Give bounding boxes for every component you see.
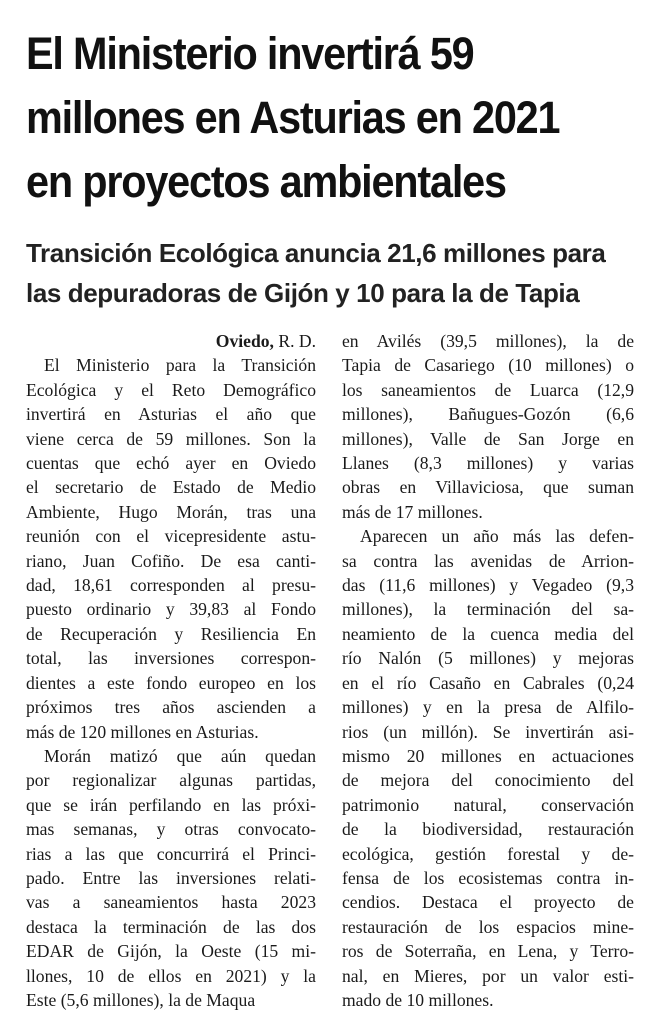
body-text-line: el secretario de Estado de Medio	[26, 477, 316, 498]
body-text-line: Este (5,6 millones), la de Maqua	[26, 989, 256, 1010]
byline-place: Oviedo,	[215, 331, 274, 351]
body-text-line: mismo 20 millones en actuaciones	[342, 745, 634, 766]
body-text-line: rios (un millón). Se invertirán asi-	[342, 721, 634, 742]
body-text-line: reunión con el vicepresidente astu-	[26, 526, 316, 547]
byline-author: R. D.	[273, 331, 316, 351]
right-column-text	[342, 329, 634, 1012]
body-text-line: neamiento de la cuenca media del	[342, 623, 634, 644]
body-text-line: de la biodiversidad, restauración	[342, 819, 634, 840]
body-text-line: das (11,6 millones) y Vegadeo (9,3	[342, 575, 634, 596]
body-text-line: los saneamientos de Luarca (12,9	[342, 379, 634, 400]
body-text-line: cendios. Destaca el proyecto de	[342, 892, 634, 913]
body-text-line: El Ministerio para la Transición	[44, 355, 316, 376]
body-text-line: puesto ordinario y 39,83 al Fondo	[26, 599, 316, 620]
body-text-line: más de 120 millones en Asturias.	[26, 721, 259, 742]
subheadline-line: las depuradoras de Gijón y 10 para la de Tapia	[26, 278, 580, 308]
byline	[26, 329, 316, 353]
body-text-line: Llanes (8,3 millones) y varias	[342, 453, 634, 474]
body-text-line: en el río Casaño en Cabrales (0,24	[342, 672, 634, 693]
body-text-line: en Avilés (39,5 millones), la de	[342, 331, 634, 351]
headline-line: millones en Asturias en 2021	[26, 92, 560, 143]
body-text-line: ecológica, gestión forestal y de-	[342, 843, 634, 864]
left-column-text	[26, 353, 316, 1012]
article-column-left	[26, 329, 316, 1012]
body-text-line: cuentas que echó ayer en Oviedo	[26, 453, 316, 474]
body-text-line: Tapia de Casariego (10 millones) o	[342, 355, 634, 376]
body-text-line: restauración de los espacios mine-	[342, 916, 634, 937]
body-text-line: Aparecen un año más las defen-	[360, 526, 634, 547]
body-text-line: viene cerca de 59 millones. Son la	[26, 428, 316, 449]
body-text-line: pado. Entre las inversiones relati-	[26, 867, 316, 888]
body-text-line: millones), Valle de San Jorge en	[342, 428, 634, 449]
body-text-line: dad, 18,61 corresponden al presu-	[26, 575, 316, 596]
body-text-line: de mejora del conocimiento del	[342, 770, 634, 791]
body-text-line: total, las inversiones correspon-	[26, 648, 316, 669]
body-text-line: patrimonio natural, conservación	[342, 794, 634, 815]
body-text-line: millones), Bañugues-Gozón (6,6	[342, 404, 634, 425]
headline	[26, 22, 587, 214]
body-text-line: millones), la terminación del sa-	[342, 599, 634, 620]
body-text-line: destaca la terminación de las dos	[26, 916, 316, 937]
subheadline-line: Transición Ecológica anuncia 21,6 millones para	[26, 238, 606, 268]
body-text-line: ros de Soterraña, en Lena, y Terro-	[342, 941, 634, 962]
body-text-line: río Nalón (5 millones) y mejoras	[342, 648, 634, 669]
body-text-line: fensa de los ecosistemas contra in-	[342, 867, 634, 888]
body-text-line: invertirá en Asturias el año que	[26, 404, 316, 425]
body-text-line: más de 17 millones.	[342, 501, 483, 522]
body-text-line: dientes a este fondo europeo en los	[26, 672, 316, 693]
headline-line: en proyectos ambientales	[26, 156, 506, 207]
subheadline	[26, 233, 636, 313]
body-text-line: EDAR de Gijón, la Oeste (15 mi-	[26, 941, 316, 962]
body-text-line: por regionalizar algunas partidas,	[26, 770, 316, 791]
body-text-line: vas a saneamientos hasta 2023	[26, 892, 316, 913]
headline-line: El Ministerio invertirá 59	[26, 28, 474, 79]
body-text-line: riano, Juan Cofiño. De esa canti-	[26, 550, 316, 571]
body-text-line: rias a las que concurrirá el Princi-	[26, 843, 316, 864]
body-text-line: llones, 10 de ellos en 2021) y la	[26, 965, 316, 986]
body-text-line: de Recuperación y Resiliencia En	[26, 623, 316, 644]
body-text-line: mas semanas, y otras convocato-	[26, 819, 316, 840]
body-text-line: Ecológica y el Reto Demográfico	[26, 379, 316, 400]
body-text-line: sa contra las avenidas de Arrion-	[342, 550, 634, 571]
article-column-right	[342, 329, 634, 1012]
body-text-line: Morán matizó que aún quedan	[44, 745, 316, 766]
body-text-line: obras en Villaviciosa, que suman	[342, 477, 634, 498]
body-text-line: mado de 10 millones.	[342, 989, 494, 1010]
body-text-line: próximos tres años ascienden a	[26, 697, 316, 718]
body-text-line: Ambiente, Hugo Morán, tras una	[26, 501, 316, 522]
body-text-line: millones) y en la presa de Alfilo-	[342, 697, 634, 718]
body-text-line: que se irán perfilando en las próxi-	[26, 794, 316, 815]
body-text-line: nal, en Mieres, por un valor esti-	[342, 965, 634, 986]
